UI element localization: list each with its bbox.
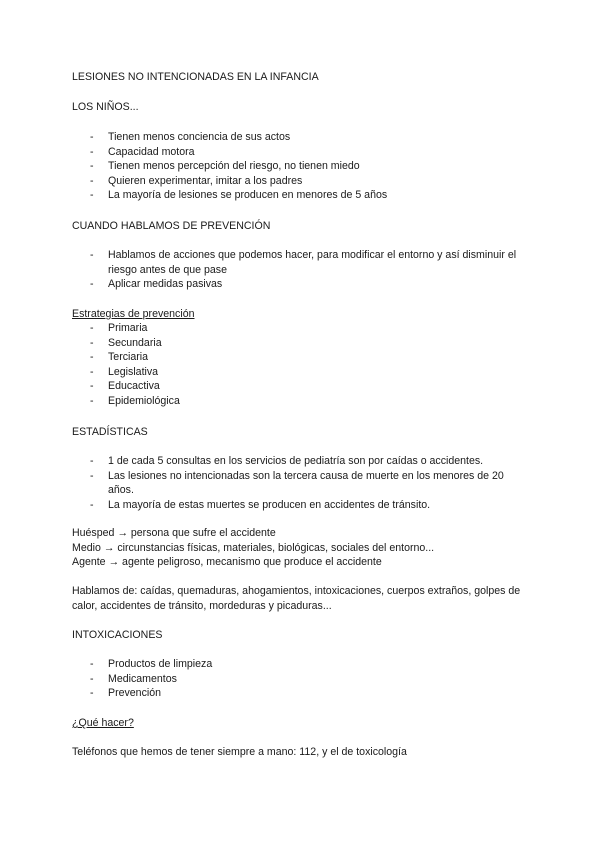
dash-bullet: -	[90, 672, 94, 685]
list-item: - Educactiva	[90, 380, 160, 393]
dash-bullet: -	[90, 351, 94, 364]
list-item: - Productos de limpieza	[90, 658, 213, 670]
list-item: - Epidemiológica	[90, 394, 180, 407]
list-item: - Secundaria	[90, 336, 162, 349]
section-heading-estadisticas: ESTADÍSTICAS	[72, 426, 148, 438]
dash-bullet: -	[90, 174, 94, 187]
list-item: - Las lesiones no intencionadas son la tercera causa de muerte en los menores de 20 años.	[90, 469, 504, 497]
list-estrategias	[72, 321, 532, 409]
list-ninos	[72, 130, 532, 203]
dash-bullet: -	[90, 145, 94, 158]
dash-bullet: -	[90, 336, 94, 349]
dash-bullet: -	[90, 498, 94, 511]
dash-bullet: -	[90, 189, 94, 202]
dash-bullet: -	[90, 394, 94, 407]
que-hacer-heading: ¿Qué hacer?	[72, 717, 134, 729]
dash-bullet: -	[90, 322, 94, 334]
list-item: - Tienen menos percepción del riesgo, no tienen miedo	[90, 160, 360, 173]
list-item: - Legislativa	[90, 365, 159, 378]
dash-bullet: -	[90, 249, 94, 261]
dash-bullet: -	[90, 278, 94, 291]
dash-bullet: -	[90, 658, 94, 670]
telefonos-line: Teléfonos que hemos de tener siempre a mano: 112, y el de toxicología	[72, 746, 407, 758]
document-title: LESIONES NO INTENCIONADAS EN LA INFANCIA	[72, 71, 319, 83]
hablamos-paragraph: Hablamos de: caídas, quemaduras, ahogamientos, intoxicaciones, cuerpos extraños, golpes de calor, accidentes de tránsito, mordeduras y picaduras...	[72, 585, 521, 612]
list-intoxicaciones	[72, 657, 532, 701]
section-heading-prevencion: CUANDO HABLAMOS DE PREVENCIÓN	[72, 220, 271, 232]
list-item: - Prevención	[90, 687, 161, 700]
list-item: - Capacidad motora	[90, 145, 195, 158]
dash-bullet: -	[90, 365, 94, 378]
list-item: - Terciaria	[90, 351, 149, 364]
list-item: - La mayoría de lesiones se producen en menores de 5 años	[90, 189, 388, 202]
section-heading-intoxicaciones: INTOXICACIONES	[72, 629, 163, 641]
section-heading-ninos: LOS NIÑOS...	[72, 101, 139, 113]
list-prevencion	[72, 248, 532, 292]
list-estadisticas	[72, 454, 532, 512]
list-item: - 1 de cada 5 consultas en los servicios de pediatría son por caídas o accidentes.	[90, 455, 484, 467]
section-heading-estrategias: Estrategias de prevención	[72, 308, 195, 320]
dash-bullet: -	[90, 131, 94, 143]
triada-agente: Agente → agente peligroso, mecanismo que produce el accidente	[72, 556, 382, 568]
triada-medio: Medio → circunstancias físicas, materiales, biológicas, sociales del entorno...	[72, 542, 435, 554]
list-item: - Quieren experimentar, imitar a los padres	[90, 174, 303, 187]
dash-bullet: -	[90, 455, 94, 467]
dash-bullet: -	[90, 687, 94, 700]
list-item: - Medicamentos	[90, 672, 177, 685]
list-item: - Primaria	[90, 322, 148, 334]
triada-huesped: Huésped → persona que sufre el accidente	[72, 527, 276, 539]
list-item: - Aplicar medidas pasivas	[90, 278, 223, 291]
list-item: - Hablamos de acciones que podemos hacer, para modificar el entorno y así disminuir el riesgo antes de que pase	[90, 249, 517, 276]
dash-bullet: -	[90, 160, 94, 173]
dash-bullet: -	[90, 469, 94, 482]
dash-bullet: -	[90, 380, 94, 393]
list-item: - La mayoría de estas muertes se producen en accidentes de tránsito.	[90, 498, 431, 511]
list-item: - Tienen menos conciencia de sus actos	[90, 131, 291, 143]
